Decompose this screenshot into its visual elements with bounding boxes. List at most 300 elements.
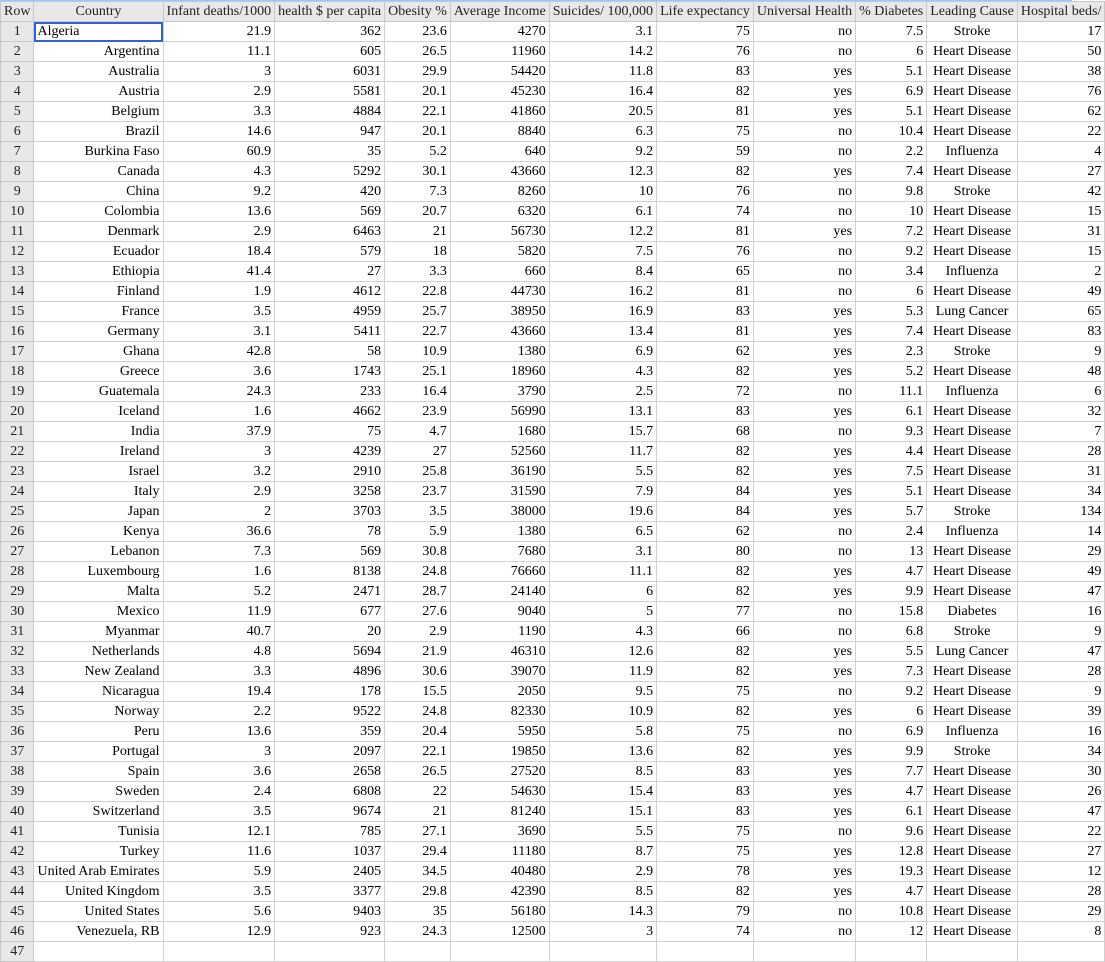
data-cell[interactable]: 56180 [450, 902, 549, 922]
data-cell[interactable]: 5.9 [163, 862, 275, 882]
country-cell[interactable]: Finland [34, 282, 163, 302]
data-cell[interactable]: 82 [657, 742, 754, 762]
data-cell[interactable]: 4662 [275, 402, 385, 422]
data-cell[interactable]: 2471 [275, 582, 385, 602]
data-cell[interactable]: yes [753, 882, 855, 902]
row-number[interactable]: 7 [1, 142, 34, 162]
data-cell[interactable]: 5.3 [856, 302, 927, 322]
data-cell[interactable]: 54420 [450, 62, 549, 82]
data-cell[interactable]: 4.3 [549, 622, 656, 642]
data-cell[interactable]: 49 [1017, 562, 1105, 582]
data-cell[interactable]: 785 [275, 822, 385, 842]
data-cell[interactable]: 3 [163, 62, 275, 82]
data-cell[interactable]: 56990 [450, 402, 549, 422]
data-cell[interactable]: 47 [1017, 642, 1105, 662]
data-cell[interactable]: 76660 [450, 562, 549, 582]
data-cell[interactable]: 5292 [275, 162, 385, 182]
data-cell[interactable]: yes [753, 482, 855, 502]
data-cell[interactable]: yes [753, 302, 855, 322]
data-cell[interactable]: 3703 [275, 502, 385, 522]
country-cell[interactable]: United Arab Emirates [34, 862, 163, 882]
data-cell[interactable]: 75 [657, 722, 754, 742]
data-cell[interactable]: 3790 [450, 382, 549, 402]
data-cell[interactable]: 7.4 [856, 162, 927, 182]
country-cell[interactable]: Algeria [34, 22, 163, 42]
data-cell[interactable]: 3.5 [163, 802, 275, 822]
column-header[interactable]: Average Income [450, 2, 549, 22]
data-cell[interactable]: Heart Disease [927, 462, 1018, 482]
row-number-header[interactable]: Row [1, 2, 34, 22]
data-cell[interactable]: 21 [385, 222, 451, 242]
data-cell[interactable]: 9674 [275, 802, 385, 822]
data-cell[interactable]: 4959 [275, 302, 385, 322]
data-cell[interactable]: no [753, 522, 855, 542]
country-cell[interactable]: Peru [34, 722, 163, 742]
row-number[interactable]: 44 [1, 882, 34, 902]
data-cell[interactable]: Heart Disease [927, 422, 1018, 442]
data-cell[interactable]: 20.1 [385, 122, 451, 142]
data-cell[interactable]: 24.8 [385, 562, 451, 582]
data-cell[interactable]: Heart Disease [927, 582, 1018, 602]
data-cell[interactable]: yes [753, 102, 855, 122]
data-cell[interactable]: 6.5 [549, 522, 656, 542]
data-cell[interactable]: 82 [657, 582, 754, 602]
data-cell[interactable]: 68 [657, 422, 754, 442]
data-cell[interactable]: 677 [275, 602, 385, 622]
data-cell[interactable]: 9040 [450, 602, 549, 622]
data-cell[interactable]: Heart Disease [927, 222, 1018, 242]
data-cell[interactable]: 18960 [450, 362, 549, 382]
data-cell[interactable]: 5.2 [856, 362, 927, 382]
data-cell[interactable]: 10.9 [385, 342, 451, 362]
data-cell[interactable]: 9 [1017, 622, 1105, 642]
data-cell[interactable]: 1680 [450, 422, 549, 442]
data-cell[interactable]: no [753, 602, 855, 622]
data-cell[interactable]: 82 [657, 662, 754, 682]
data-cell[interactable]: 48 [1017, 362, 1105, 382]
data-cell[interactable]: 4896 [275, 662, 385, 682]
data-cell[interactable]: 59 [657, 142, 754, 162]
data-cell[interactable]: 5694 [275, 642, 385, 662]
data-cell[interactable]: 18 [385, 242, 451, 262]
data-cell[interactable]: 923 [275, 922, 385, 942]
data-cell[interactable]: 82330 [450, 702, 549, 722]
data-cell[interactable]: 18.4 [163, 242, 275, 262]
data-cell[interactable]: 76 [657, 42, 754, 62]
row-number[interactable]: 11 [1, 222, 34, 242]
country-cell[interactable]: Lebanon [34, 542, 163, 562]
data-cell[interactable]: 83 [657, 302, 754, 322]
data-cell[interactable]: 4884 [275, 102, 385, 122]
data-cell[interactable]: 34 [1017, 482, 1105, 502]
data-cell[interactable]: 8840 [450, 122, 549, 142]
data-cell[interactable]: no [753, 202, 855, 222]
data-cell[interactable]: 27.1 [385, 822, 451, 842]
data-cell[interactable]: yes [753, 782, 855, 802]
data-cell[interactable]: Influenza [927, 382, 1018, 402]
empty-cell[interactable] [1017, 942, 1105, 962]
data-cell[interactable]: 26.5 [385, 762, 451, 782]
data-cell[interactable]: 28.7 [385, 582, 451, 602]
data-cell[interactable]: no [753, 242, 855, 262]
data-cell[interactable]: 32 [1017, 402, 1105, 422]
data-cell[interactable]: 6.1 [856, 402, 927, 422]
data-cell[interactable]: 9522 [275, 702, 385, 722]
data-cell[interactable]: Heart Disease [927, 282, 1018, 302]
data-cell[interactable]: 7.3 [385, 182, 451, 202]
data-cell[interactable]: 3.5 [163, 882, 275, 902]
empty-cell[interactable] [275, 942, 385, 962]
row-number[interactable]: 6 [1, 122, 34, 142]
data-cell[interactable]: 78 [275, 522, 385, 542]
country-cell[interactable]: Portugal [34, 742, 163, 762]
data-cell[interactable]: 54630 [450, 782, 549, 802]
data-cell[interactable]: 4.8 [163, 642, 275, 662]
data-cell[interactable]: 40480 [450, 862, 549, 882]
column-header[interactable]: Suicides/ 100,000 [549, 2, 656, 22]
data-cell[interactable]: 5581 [275, 82, 385, 102]
data-cell[interactable]: no [753, 282, 855, 302]
data-cell[interactable]: 3690 [450, 822, 549, 842]
data-cell[interactable]: Heart Disease [927, 922, 1018, 942]
data-cell[interactable]: 75 [657, 822, 754, 842]
data-cell[interactable]: 2 [163, 502, 275, 522]
data-cell[interactable]: 30 [1017, 762, 1105, 782]
data-cell[interactable]: 6.1 [856, 802, 927, 822]
data-cell[interactable]: 9.6 [856, 822, 927, 842]
data-cell[interactable]: 3.6 [163, 362, 275, 382]
data-cell[interactable]: 13.6 [163, 202, 275, 222]
data-cell[interactable]: 2 [1017, 262, 1105, 282]
data-cell[interactable]: 1380 [450, 342, 549, 362]
data-cell[interactable]: 3.4 [856, 262, 927, 282]
data-cell[interactable]: 11.6 [163, 842, 275, 862]
data-cell[interactable]: Heart Disease [927, 842, 1018, 862]
data-cell[interactable]: 79 [657, 902, 754, 922]
data-cell[interactable]: 66 [657, 622, 754, 642]
data-cell[interactable]: 25.8 [385, 462, 451, 482]
row-number[interactable]: 43 [1, 862, 34, 882]
data-cell[interactable]: 7.4 [856, 322, 927, 342]
data-cell[interactable]: yes [753, 362, 855, 382]
data-cell[interactable]: Influenza [927, 522, 1018, 542]
data-cell[interactable]: 7 [1017, 422, 1105, 442]
column-header[interactable]: Hospital beds/ [1017, 2, 1105, 22]
data-cell[interactable]: 14.2 [549, 42, 656, 62]
data-cell[interactable]: 30.6 [385, 662, 451, 682]
data-cell[interactable]: yes [753, 62, 855, 82]
data-cell[interactable]: 6031 [275, 62, 385, 82]
country-cell[interactable]: Germany [34, 322, 163, 342]
row-number[interactable]: 36 [1, 722, 34, 742]
row-number[interactable]: 23 [1, 462, 34, 482]
data-cell[interactable]: 2.4 [856, 522, 927, 542]
data-cell[interactable]: 82 [657, 162, 754, 182]
data-cell[interactable]: no [753, 822, 855, 842]
data-cell[interactable]: 3 [549, 922, 656, 942]
data-cell[interactable]: 9 [1017, 682, 1105, 702]
row-number[interactable]: 16 [1, 322, 34, 342]
row-number[interactable]: 25 [1, 502, 34, 522]
data-cell[interactable]: 16 [1017, 722, 1105, 742]
country-cell[interactable]: Colombia [34, 202, 163, 222]
data-cell[interactable]: 12.9 [163, 922, 275, 942]
country-cell[interactable]: New Zealand [34, 662, 163, 682]
data-cell[interactable]: 75 [275, 422, 385, 442]
data-cell[interactable]: 20.7 [385, 202, 451, 222]
data-cell[interactable]: 12.8 [856, 842, 927, 862]
data-cell[interactable]: 24.3 [163, 382, 275, 402]
row-number[interactable]: 24 [1, 482, 34, 502]
data-cell[interactable]: 2.5 [549, 382, 656, 402]
data-cell[interactable]: 30.1 [385, 162, 451, 182]
data-cell[interactable]: 7.5 [856, 462, 927, 482]
row-number[interactable]: 22 [1, 442, 34, 462]
data-cell[interactable]: 11180 [450, 842, 549, 862]
data-cell[interactable]: 4.3 [549, 362, 656, 382]
data-cell[interactable]: 31590 [450, 482, 549, 502]
row-number[interactable]: 10 [1, 202, 34, 222]
data-cell[interactable]: 6808 [275, 782, 385, 802]
data-cell[interactable]: 569 [275, 542, 385, 562]
row-number[interactable]: 12 [1, 242, 34, 262]
data-cell[interactable]: 3.3 [163, 662, 275, 682]
data-cell[interactable]: 15 [1017, 242, 1105, 262]
data-cell[interactable]: 4.3 [163, 162, 275, 182]
country-cell[interactable]: United States [34, 902, 163, 922]
data-cell[interactable]: 35 [385, 902, 451, 922]
data-cell[interactable]: 42390 [450, 882, 549, 902]
country-cell[interactable]: Ethiopia [34, 262, 163, 282]
data-cell[interactable]: 21 [385, 802, 451, 822]
data-cell[interactable]: Influenza [927, 722, 1018, 742]
data-cell[interactable]: 40.7 [163, 622, 275, 642]
data-cell[interactable]: Heart Disease [927, 662, 1018, 682]
data-cell[interactable]: 13.6 [163, 722, 275, 742]
data-cell[interactable]: 22 [1017, 822, 1105, 842]
row-number[interactable]: 45 [1, 902, 34, 922]
data-cell[interactable]: yes [753, 802, 855, 822]
country-cell[interactable]: Belgium [34, 102, 163, 122]
data-cell[interactable]: 25.7 [385, 302, 451, 322]
country-cell[interactable]: Malta [34, 582, 163, 602]
data-cell[interactable]: 13 [856, 542, 927, 562]
data-cell[interactable]: Heart Disease [927, 402, 1018, 422]
data-cell[interactable]: 82 [657, 702, 754, 722]
row-number[interactable]: 5 [1, 102, 34, 122]
row-number[interactable]: 30 [1, 602, 34, 622]
data-cell[interactable]: Stroke [927, 342, 1018, 362]
data-cell[interactable]: 44730 [450, 282, 549, 302]
data-cell[interactable]: Heart Disease [927, 882, 1018, 902]
data-cell[interactable]: 3.5 [163, 302, 275, 322]
data-cell[interactable]: yes [753, 562, 855, 582]
data-cell[interactable]: 4.7 [856, 782, 927, 802]
empty-cell[interactable] [450, 942, 549, 962]
data-cell[interactable]: 75 [657, 842, 754, 862]
data-cell[interactable]: 5.1 [856, 102, 927, 122]
data-cell[interactable]: 15.4 [549, 782, 656, 802]
data-cell[interactable]: no [753, 922, 855, 942]
country-cell[interactable]: Myanmar [34, 622, 163, 642]
data-cell[interactable]: 9.8 [856, 182, 927, 202]
data-cell[interactable]: 7680 [450, 542, 549, 562]
data-cell[interactable]: Influenza [927, 262, 1018, 282]
data-cell[interactable]: 7.3 [163, 542, 275, 562]
data-cell[interactable]: 5.2 [385, 142, 451, 162]
data-cell[interactable]: 1.6 [163, 562, 275, 582]
data-cell[interactable]: 62 [657, 522, 754, 542]
data-cell[interactable]: Stroke [927, 22, 1018, 42]
data-cell[interactable]: yes [753, 402, 855, 422]
data-cell[interactable]: 2.3 [856, 342, 927, 362]
data-cell[interactable]: 14.6 [163, 122, 275, 142]
data-cell[interactable]: yes [753, 462, 855, 482]
data-cell[interactable]: 82 [657, 882, 754, 902]
data-cell[interactable]: 4612 [275, 282, 385, 302]
data-cell[interactable]: yes [753, 342, 855, 362]
data-cell[interactable]: 2.9 [163, 82, 275, 102]
data-cell[interactable]: 6.3 [549, 122, 656, 142]
data-cell[interactable]: 16.4 [385, 382, 451, 402]
data-cell[interactable]: 3.6 [163, 762, 275, 782]
data-cell[interactable]: 37.9 [163, 422, 275, 442]
data-cell[interactable]: no [753, 122, 855, 142]
data-cell[interactable]: 3.2 [163, 462, 275, 482]
data-cell[interactable]: 39070 [450, 662, 549, 682]
data-cell[interactable]: 56730 [450, 222, 549, 242]
data-cell[interactable]: 83 [657, 62, 754, 82]
data-cell[interactable]: 9.2 [856, 682, 927, 702]
data-cell[interactable]: 1190 [450, 622, 549, 642]
row-number[interactable]: 15 [1, 302, 34, 322]
data-cell[interactable]: no [753, 42, 855, 62]
row-number[interactable]: 2 [1, 42, 34, 62]
data-cell[interactable]: 16.2 [549, 282, 656, 302]
data-cell[interactable]: 42.8 [163, 342, 275, 362]
data-cell[interactable]: 36.6 [163, 522, 275, 542]
data-cell[interactable]: 15.5 [385, 682, 451, 702]
data-cell[interactable]: 24.3 [385, 922, 451, 942]
row-number[interactable]: 1 [1, 22, 34, 42]
data-cell[interactable]: 6.9 [856, 82, 927, 102]
data-cell[interactable]: 11.9 [549, 662, 656, 682]
data-cell[interactable]: 23.7 [385, 482, 451, 502]
empty-cell[interactable] [856, 942, 927, 962]
data-cell[interactable]: 10 [549, 182, 656, 202]
data-cell[interactable]: 3.1 [549, 22, 656, 42]
column-header[interactable]: Leading Cause [927, 2, 1018, 22]
data-cell[interactable]: 83 [657, 802, 754, 822]
data-cell[interactable]: 10.4 [856, 122, 927, 142]
data-cell[interactable]: 3.3 [163, 102, 275, 122]
country-cell[interactable]: Netherlands [34, 642, 163, 662]
data-cell[interactable]: yes [753, 82, 855, 102]
data-cell[interactable]: 29.4 [385, 842, 451, 862]
country-cell[interactable]: Spain [34, 762, 163, 782]
data-cell[interactable]: 9403 [275, 902, 385, 922]
column-header[interactable]: Infant deaths/1000 [163, 2, 275, 22]
empty-cell[interactable] [549, 942, 656, 962]
data-cell[interactable]: yes [753, 322, 855, 342]
data-cell[interactable]: 75 [657, 682, 754, 702]
data-cell[interactable]: Lung Cancer [927, 642, 1018, 662]
data-cell[interactable]: 8.5 [549, 882, 656, 902]
data-cell[interactable]: 12.2 [549, 222, 656, 242]
row-number[interactable]: 31 [1, 622, 34, 642]
data-cell[interactable]: 46310 [450, 642, 549, 662]
data-cell[interactable]: 5.5 [549, 462, 656, 482]
data-cell[interactable]: 1743 [275, 362, 385, 382]
data-cell[interactable]: yes [753, 842, 855, 862]
data-cell[interactable]: 84 [657, 502, 754, 522]
data-cell[interactable]: 27 [385, 442, 451, 462]
data-cell[interactable]: 233 [275, 382, 385, 402]
data-cell[interactable]: Heart Disease [927, 802, 1018, 822]
data-cell[interactable]: Heart Disease [927, 122, 1018, 142]
data-cell[interactable]: 2910 [275, 462, 385, 482]
data-cell[interactable]: 47 [1017, 802, 1105, 822]
data-cell[interactable]: 81 [657, 282, 754, 302]
country-cell[interactable]: France [34, 302, 163, 322]
data-cell[interactable]: 45230 [450, 82, 549, 102]
data-cell[interactable]: 50 [1017, 42, 1105, 62]
data-cell[interactable]: 5 [549, 602, 656, 622]
data-cell[interactable]: 19.6 [549, 502, 656, 522]
data-cell[interactable]: 27 [275, 262, 385, 282]
data-cell[interactable]: 52560 [450, 442, 549, 462]
data-cell[interactable]: 4270 [450, 22, 549, 42]
data-cell[interactable]: 36190 [450, 462, 549, 482]
data-cell[interactable]: 60.9 [163, 142, 275, 162]
data-cell[interactable]: Heart Disease [927, 862, 1018, 882]
data-cell[interactable]: 2.9 [549, 862, 656, 882]
country-cell[interactable]: Ghana [34, 342, 163, 362]
country-cell[interactable]: Sweden [34, 782, 163, 802]
data-cell[interactable]: Heart Disease [927, 782, 1018, 802]
data-cell[interactable]: 9.9 [856, 742, 927, 762]
data-cell[interactable]: 82 [657, 462, 754, 482]
data-cell[interactable]: yes [753, 702, 855, 722]
data-cell[interactable]: 6.9 [856, 722, 927, 742]
data-cell[interactable]: 6.1 [549, 202, 656, 222]
data-cell[interactable]: 28 [1017, 882, 1105, 902]
data-cell[interactable]: 27.6 [385, 602, 451, 622]
empty-cell[interactable] [753, 942, 855, 962]
data-cell[interactable]: Stroke [927, 502, 1018, 522]
data-cell[interactable]: 11.7 [549, 442, 656, 462]
data-cell[interactable]: 359 [275, 722, 385, 742]
data-cell[interactable]: 6 [856, 42, 927, 62]
data-cell[interactable]: no [753, 542, 855, 562]
data-cell[interactable]: Heart Disease [927, 62, 1018, 82]
country-cell[interactable]: Luxembourg [34, 562, 163, 582]
row-number[interactable]: 27 [1, 542, 34, 562]
data-cell[interactable]: 38 [1017, 62, 1105, 82]
data-cell[interactable]: 2658 [275, 762, 385, 782]
data-cell[interactable]: 2.4 [163, 782, 275, 802]
country-cell[interactable]: Italy [34, 482, 163, 502]
data-cell[interactable]: 8.7 [549, 842, 656, 862]
data-cell[interactable]: 29 [1017, 902, 1105, 922]
data-cell[interactable]: 10.8 [856, 902, 927, 922]
data-cell[interactable]: 13.4 [549, 322, 656, 342]
row-number[interactable]: 20 [1, 402, 34, 422]
data-cell[interactable]: Diabetes [927, 602, 1018, 622]
data-cell[interactable]: no [753, 422, 855, 442]
country-cell[interactable]: Switzerland [34, 802, 163, 822]
data-cell[interactable]: 26 [1017, 782, 1105, 802]
